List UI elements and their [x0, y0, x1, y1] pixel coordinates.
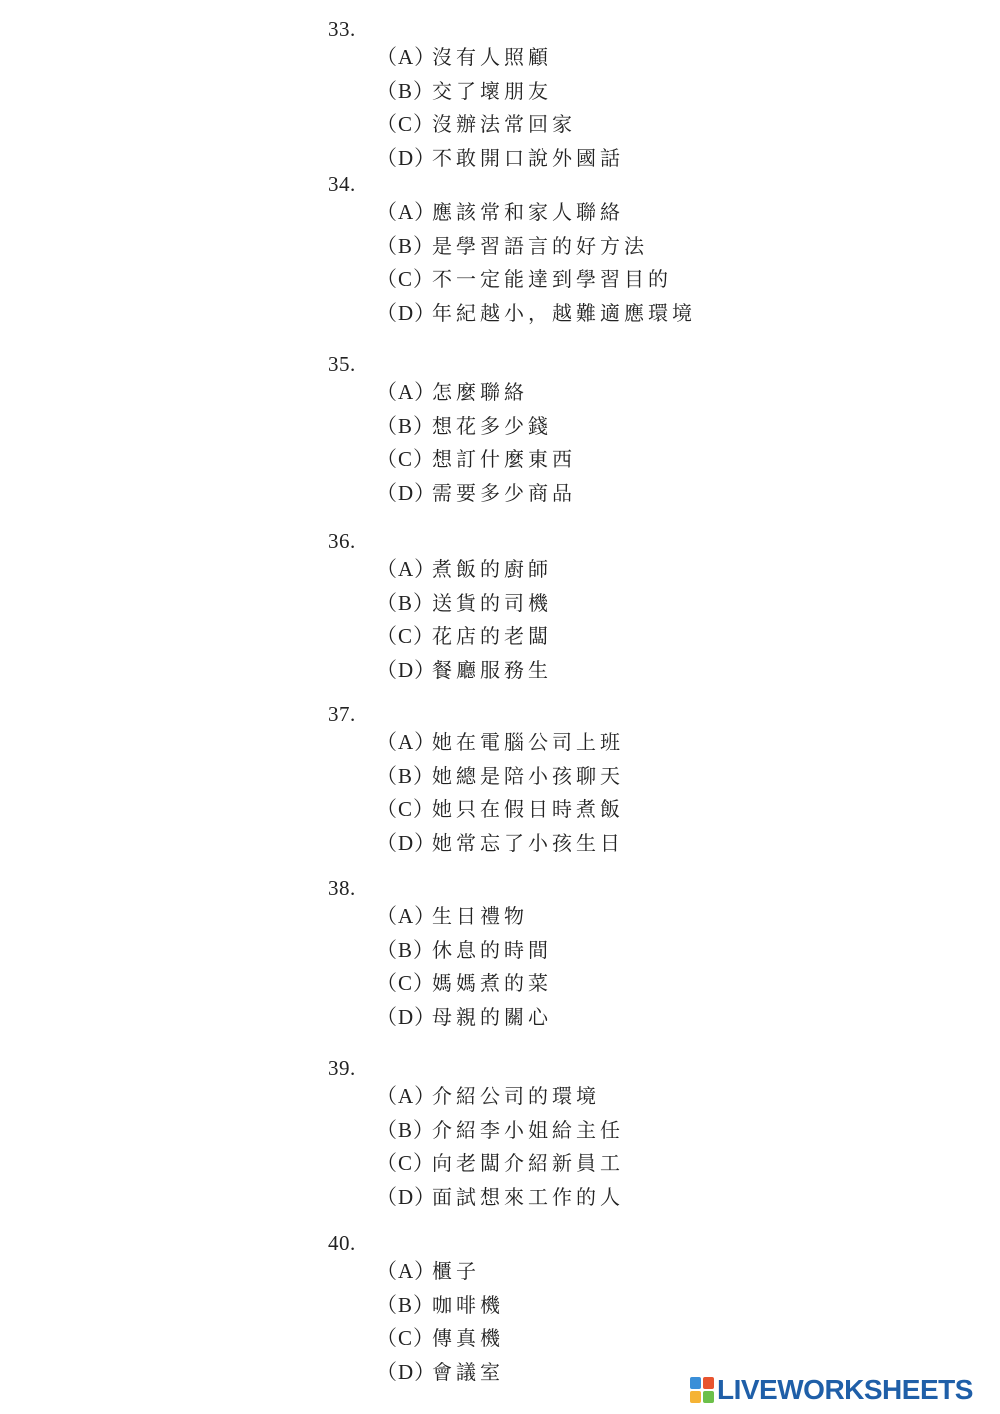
option-c[interactable]: [376, 1322, 888, 1356]
option-text: 向老闆介紹新員工: [432, 1151, 624, 1175]
option-list: [328, 900, 888, 1034]
option-text: 需要多少商品: [432, 480, 576, 505]
option-letter: （A）: [376, 904, 437, 928]
option-a[interactable]: [376, 376, 888, 410]
option-text: 應該常和家人聯絡: [432, 200, 624, 224]
option-letter: （B）: [376, 233, 436, 258]
option-text: 不一定能達到學習目的: [432, 267, 672, 291]
option-text: 傳真機: [432, 1326, 504, 1350]
option-letter: （B）: [376, 1117, 436, 1142]
option-a[interactable]: [376, 1255, 888, 1289]
option-list: [328, 196, 888, 330]
option-text: 她常忘了小孩生日: [432, 830, 624, 855]
option-b[interactable]: [376, 75, 888, 109]
option-letter: （C）: [376, 1151, 436, 1175]
option-text: 年紀越小，越難適應環境: [432, 300, 696, 325]
option-c[interactable]: [376, 443, 888, 477]
option-a[interactable]: [376, 900, 888, 934]
option-list: [328, 41, 888, 175]
option-letter: （D）: [376, 657, 437, 682]
option-text: 送貨的司機: [432, 590, 552, 615]
option-d[interactable]: [376, 654, 888, 688]
option-d[interactable]: [376, 827, 888, 861]
option-text: 花店的老闆: [432, 624, 552, 648]
option-a[interactable]: [376, 553, 888, 587]
option-letter: （C）: [376, 112, 436, 136]
option-letter: （C）: [376, 447, 436, 471]
option-list: [328, 726, 888, 860]
question-number: 38.: [328, 876, 356, 900]
option-letter: （A）: [376, 1259, 437, 1283]
option-list: [328, 1255, 888, 1389]
option-text: 是學習語言的好方法: [432, 233, 648, 258]
option-letter: （C）: [376, 624, 436, 648]
liveworksheets-logo-icon: [690, 1377, 714, 1403]
option-d[interactable]: [376, 477, 888, 511]
option-a[interactable]: [376, 196, 888, 230]
option-letter: （A）: [376, 380, 437, 404]
option-text: 介紹公司的環境: [432, 1084, 600, 1108]
option-list: [328, 1080, 888, 1214]
question-number: 37.: [328, 702, 356, 726]
option-letter: （A）: [376, 45, 437, 69]
option-list: [328, 553, 888, 687]
option-letter: （D）: [376, 830, 437, 855]
option-a[interactable]: [376, 1080, 888, 1114]
option-text: 怎麼聯絡: [432, 380, 528, 404]
option-letter: （C）: [376, 1326, 436, 1350]
option-text: 沒辦法常回家: [432, 112, 576, 136]
option-text: 想訂什麼東西: [432, 447, 576, 471]
question-36: [328, 529, 888, 687]
option-letter: （B）: [376, 937, 436, 962]
option-a[interactable]: [376, 41, 888, 75]
question-38: [328, 876, 888, 1034]
option-letter: （C）: [376, 797, 436, 821]
option-c[interactable]: [376, 263, 888, 297]
option-text: 不敢開口說外國話: [432, 145, 624, 170]
option-b[interactable]: [376, 410, 888, 444]
question-33: [328, 17, 888, 175]
question-37: [328, 702, 888, 860]
option-c[interactable]: [376, 967, 888, 1001]
option-letter: （D）: [376, 1359, 437, 1384]
option-text: 休息的時間: [432, 937, 552, 962]
option-letter: （A）: [376, 200, 437, 224]
option-letter: （A）: [376, 1084, 437, 1108]
option-text: 餐廳服務生: [432, 657, 552, 682]
option-letter: （A）: [376, 557, 437, 581]
option-letter: （B）: [376, 763, 436, 788]
option-b[interactable]: [376, 587, 888, 621]
option-text: 煮飯的廚師: [432, 557, 552, 581]
option-text: 咖啡機: [432, 1292, 504, 1317]
question-number: 33.: [328, 17, 356, 41]
option-text: 她在電腦公司上班: [432, 730, 624, 754]
question-number: 36.: [328, 529, 356, 553]
option-c[interactable]: [376, 620, 888, 654]
question-39: [328, 1056, 888, 1214]
option-text: 她只在假日時煮飯: [432, 797, 624, 821]
option-text: 生日禮物: [432, 904, 528, 928]
option-b[interactable]: [376, 934, 888, 968]
option-d[interactable]: [376, 1001, 888, 1035]
option-letter: （B）: [376, 590, 436, 615]
option-text: 面試想來工作的人: [432, 1184, 624, 1209]
question-number: 35.: [328, 352, 356, 376]
option-text: 會議室: [432, 1359, 504, 1384]
question-number: 40.: [328, 1231, 356, 1255]
option-text: 媽媽煮的菜: [432, 971, 552, 995]
option-letter: （C）: [376, 267, 436, 291]
option-b[interactable]: [376, 760, 888, 794]
option-c[interactable]: [376, 108, 888, 142]
option-letter: （D）: [376, 1184, 437, 1209]
option-c[interactable]: [376, 1147, 888, 1181]
option-d[interactable]: [376, 1181, 888, 1215]
option-text: 交了壞朋友: [432, 78, 552, 103]
option-letter: （D）: [376, 300, 437, 325]
question-number: 39.: [328, 1056, 356, 1080]
option-b[interactable]: [376, 230, 888, 264]
option-letter: （D）: [376, 1004, 437, 1029]
question-34: [328, 172, 888, 330]
option-list: [328, 376, 888, 510]
option-letter: （B）: [376, 78, 436, 103]
option-d[interactable]: [376, 142, 888, 176]
option-text: 母親的關心: [432, 1004, 552, 1029]
option-letter: （B）: [376, 413, 436, 438]
option-text: 沒有人照顧: [432, 45, 552, 69]
option-d[interactable]: [376, 297, 888, 331]
option-letter: （A）: [376, 730, 437, 754]
option-text: 她總是陪小孩聊天: [432, 763, 624, 788]
option-letter: （B）: [376, 1292, 436, 1317]
option-text: 介紹李小姐給主任: [432, 1117, 624, 1142]
option-letter: （D）: [376, 480, 437, 505]
watermark-text: LIVEWORKSHEETS: [717, 1374, 973, 1405]
option-b[interactable]: [376, 1289, 888, 1323]
option-text: 櫃子: [432, 1259, 480, 1283]
liveworksheets-watermark: [690, 1374, 973, 1406]
option-c[interactable]: [376, 793, 888, 827]
question-35: [328, 352, 888, 510]
question-number: 34.: [328, 172, 356, 196]
option-b[interactable]: [376, 1114, 888, 1148]
option-a[interactable]: [376, 726, 888, 760]
option-letter: （D）: [376, 145, 437, 170]
option-text: 想花多少錢: [432, 413, 552, 438]
question-40: [328, 1231, 888, 1389]
option-letter: （C）: [376, 971, 436, 995]
